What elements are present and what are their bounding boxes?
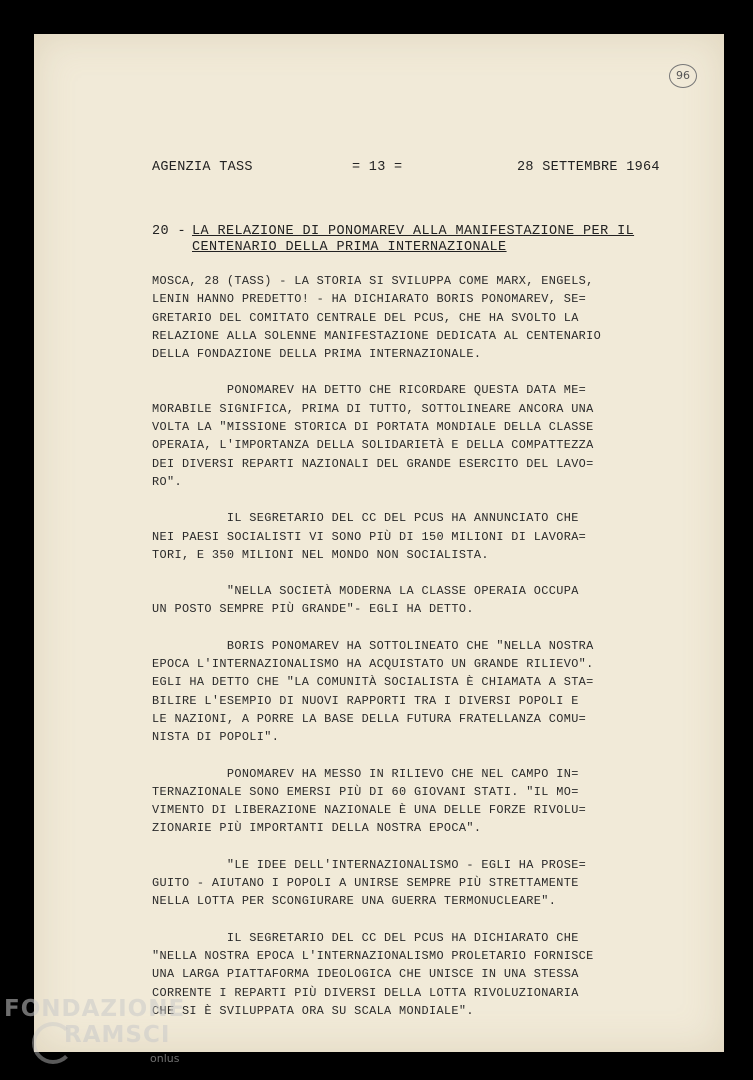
text-line: LENIN HANNO PREDETTO! - HA DICHIARATO BORIS PONOMAREV, SE= <box>152 292 587 307</box>
text-line: IL SEGRETARIO DEL CC DEL PCUS HA ANNUNCIATO CHE <box>152 511 579 526</box>
text-line: BORIS PONOMAREV HA SOTTOLINEATO CHE "NELLA NOSTRA <box>152 638 594 653</box>
paragraph <box>152 582 642 619</box>
text-line: OPERAIA, L'IMPORTANZA DELLA SOLIDARIETÀ E DELLA COMPATTEZZA <box>152 438 594 453</box>
text-line: NELLA LOTTA PER SCONGIURARE UNA GUERRA TERMONUCLEARE". <box>152 894 557 909</box>
text-line: GUITO - AIUTANO I POPOLI A UNIRSE SEMPRE PIÙ STRETTAMENTE <box>152 876 579 891</box>
paragraph <box>152 929 642 1020</box>
text-line: TERNAZIONALE SONO EMERSI PIÙ DI 60 GIOVANI STATI. "IL MO= <box>152 784 579 799</box>
text-line: "NELLA SOCIETÀ MODERNA LA CLASSE OPERAIA OCCUPA <box>152 584 579 599</box>
header-agency: AGENZIA TASS <box>152 160 253 175</box>
header-page-number: = 13 = <box>352 160 403 175</box>
text-line: EPOCA L'INTERNAZIONALISMO HA ACQUISTATO UN GRANDE RILIEVO". <box>152 657 594 672</box>
paragraph <box>152 381 642 491</box>
text-line: VIMENTO DI LIBERAZIONE NAZIONALE È UNA DELLE FORZE RIVOLU= <box>152 803 587 818</box>
paragraph <box>152 509 642 564</box>
article-number: 20 - <box>152 224 187 239</box>
text-line: NEI PAESI SOCIALISTI VI SONO PIÙ DI 150 MILIONI DI LAVORA= <box>152 529 587 544</box>
paragraph <box>152 272 642 363</box>
text-line: MORABILE SIGNIFICA, PRIMA DI TUTTO, SOTTOLINEARE ANCORA UNA <box>152 401 594 416</box>
text-line: ZIONARIE PIÙ IMPORTANTI DELLA NOSTRA EPOCA". <box>152 821 482 836</box>
text-line: DEI DIVERSI REPARTI NAZIONALI DEL GRANDE ESERCITO DEL LAVO= <box>152 456 594 471</box>
text-line: CHE SI È SVILUPPATA ORA SU SCALA MONDIALE". <box>152 1003 474 1018</box>
article-body <box>152 272 642 1038</box>
text-line: UN POSTO SEMPRE PIÙ GRANDE"- EGLI HA DETTO. <box>152 602 474 617</box>
watermark-line-1: FONDAZIONE <box>4 996 186 1022</box>
header-date: 28 SETTEMBRE 1964 <box>517 160 660 175</box>
article-title-line-1: LA RELAZIONE DI PONOMAREV ALLA MANIFESTAZIONE PER IL <box>192 224 635 239</box>
article-title-line-2: CENTENARIO DELLA PRIMA INTERNAZIONALE <box>192 240 507 255</box>
watermark-line-2: RAMSCI <box>64 1022 171 1048</box>
text-line: PONOMAREV HA MESSO IN RILIEVO CHE NEL CAMPO IN= <box>152 766 579 781</box>
paragraph <box>152 637 642 747</box>
text-line: GRETARIO DEL COMITATO CENTRALE DEL PCUS, CHE HA SVOLTO LA <box>152 310 579 325</box>
text-line: DELLA FONDAZIONE DELLA PRIMA INTERNAZIONALE. <box>152 347 482 362</box>
text-line: IL SEGRETARIO DEL CC DEL PCUS HA DICHIARATO CHE <box>152 930 579 945</box>
text-line: MOSCA, 28 (TASS) - LA STORIA SI SVILUPPA COME MARX, ENGELS, <box>152 274 594 288</box>
text-line: BILIRE L'ESEMPIO DI NUOVI RAPPORTI TRA I DIVERSI POPOLI E <box>152 693 579 708</box>
text-line: RELAZIONE ALLA SOLENNE MANIFESTAZIONE DEDICATA AL CENTENARIO <box>152 328 602 343</box>
text-line: LE NAZIONI, A PORRE LA BASE DELLA FUTURA FRATELLANZA COMU= <box>152 711 587 726</box>
text-line: RO". <box>152 474 182 489</box>
paragraph <box>152 856 642 911</box>
text-line: TORI, E 350 MILIONI NEL MONDO NON SOCIALISTA. <box>152 547 489 562</box>
text-line: EGLI HA DETTO CHE "LA COMUNITÀ SOCIALISTA È CHIAMATA A STA= <box>152 675 594 690</box>
text-line: "NELLA NOSTRA EPOCA L'INTERNAZIONALISMO PROLETARIO FORNISCE <box>152 948 594 963</box>
text-line: PONOMAREV HA DETTO CHE RICORDARE QUESTA DATA ME= <box>152 383 587 398</box>
paragraph <box>152 765 642 838</box>
text-line: CORRENTE I REPARTI PIÙ DIVERSI DELLA LOTTA RIVOLUZIONARIA <box>152 985 579 1000</box>
watermark-sub: onlus <box>150 1052 180 1065</box>
text-line: "LE IDEE DELL'INTERNAZIONALISMO - EGLI HA PROSE= <box>152 857 587 872</box>
text-line: VOLTA LA "MISSIONE STORICA DI PORTATA MONDIALE DELLA CLASSE <box>152 420 594 435</box>
text-line: NISTA DI POPOLI". <box>152 730 280 745</box>
text-line: UNA LARGA PIATTAFORMA IDEOLOGICA CHE UNISCE IN UNA STESSA <box>152 967 579 982</box>
archive-number-stamp: 96 <box>669 64 697 88</box>
